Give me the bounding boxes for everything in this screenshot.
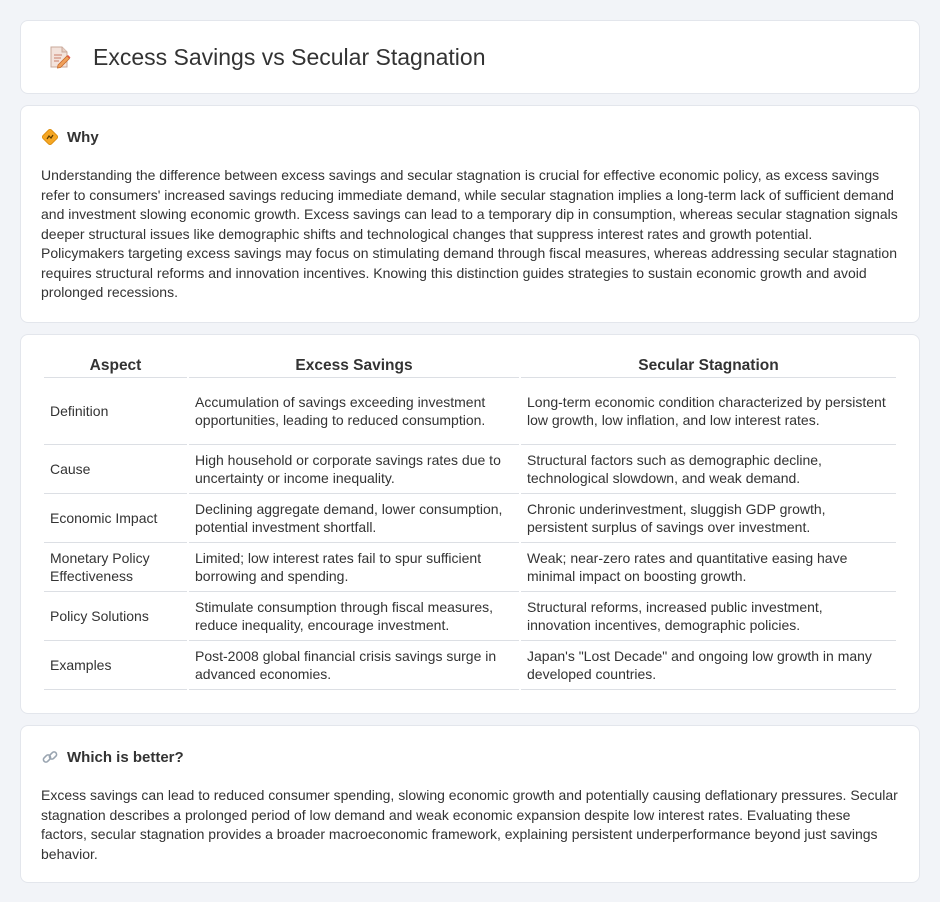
secular-stagnation-cell: Japan's "Lost Decade" and ongoing low growth in many developed countries.	[521, 641, 896, 690]
secular-stagnation-cell: Structural reforms, increased public investment, innovation incentives, demographic policies.	[521, 592, 896, 641]
secular-stagnation-cell: Long-term economic condition characterized by persistent low growth, low inflation, and low interest rates.	[521, 378, 896, 445]
better-header	[41, 748, 899, 766]
excess-savings-cell: Stimulate consumption through fiscal measures, reduce inequality, encourage investment.	[189, 592, 519, 641]
aspect-cell: Economic Impact	[44, 494, 187, 543]
link-icon	[41, 748, 59, 766]
excess-savings-cell: Limited; low interest rates fail to spur sufficient borrowing and spending.	[189, 543, 519, 592]
aspect-cell: Definition	[44, 378, 187, 445]
excess-savings-cell: Post-2008 global financial crisis savings surge in advanced economies.	[189, 641, 519, 690]
table-row	[44, 641, 896, 690]
why-header	[41, 128, 899, 146]
diamond-sign-icon	[41, 128, 59, 146]
secular-stagnation-cell: Structural factors such as demographic decline, technological slowdown, and weak demand.	[521, 445, 896, 494]
secular-stagnation-cell: Chronic underinvestment, sluggish GDP growth, persistent surplus of savings over investment.	[521, 494, 896, 543]
aspect-cell: Examples	[44, 641, 187, 690]
page-title: Excess Savings vs Secular Stagnation	[93, 43, 486, 70]
why-text: Understanding the difference between excess savings and secular stagnation is crucial for effective economic policy, as excess savings refer to consumers' increased savings reducing immediate demand, while secular stagnation implies a long-term lack of sufficient demand and investment slowing economic growth. Excess savings can lead to a temporary dip in consumption, whereas secular stagnation signals deeper structural issues like demographic shifts and technological changes that suppress interest rates and growth potential. Policymakers targeting excess savings may focus on stimulating demand through fiscal measures, whereas addressing secular stagnation requires structural reforms and innovation incentives. Knowing this distinction guides strategies to sustain economic growth and avoid prolonged recessions.	[41, 167, 898, 300]
aspect-cell: Cause	[44, 445, 187, 494]
column-header: Aspect	[44, 353, 187, 378]
which-is-better-section	[20, 725, 920, 883]
table-row	[44, 445, 896, 494]
table-row	[44, 592, 896, 641]
secular-stagnation-cell: Weak; near-zero rates and quantitative easing have minimal impact on boosting growth.	[521, 543, 896, 592]
document-pencil-icon	[45, 43, 73, 71]
why-section	[20, 105, 920, 323]
column-header: Excess Savings	[189, 353, 519, 378]
title-card	[20, 20, 920, 94]
why-title: Why	[67, 128, 99, 146]
excess-savings-cell: Accumulation of savings exceeding investment opportunities, leading to reduced consumption.	[189, 378, 519, 445]
table-row	[44, 494, 896, 543]
column-header: Secular Stagnation	[521, 353, 896, 378]
comparison-card	[20, 334, 920, 714]
better-text: Excess savings can lead to reduced consumer spending, slowing economic growth and potentially causing deflationary pressures. Secular stagnation describes a prolonged period of low demand and weak economic expansion despite low interest rates. Evaluating these factors, secular stagnation provides a broader macroeconomic framework, explaining persistent underperformance beyond just savings behavior.	[41, 787, 898, 862]
table-row	[44, 378, 896, 445]
excess-savings-cell: Declining aggregate demand, lower consumption, potential investment shortfall.	[189, 494, 519, 543]
aspect-cell: Monetary Policy Effectiveness	[44, 543, 187, 592]
table-row	[44, 543, 896, 592]
aspect-cell: Policy Solutions	[44, 592, 187, 641]
excess-savings-cell: High household or corporate savings rates due to uncertainty or income inequality.	[189, 445, 519, 494]
comparison-table	[42, 353, 898, 690]
table-header-row	[44, 353, 896, 378]
better-title: Which is better?	[67, 748, 184, 766]
